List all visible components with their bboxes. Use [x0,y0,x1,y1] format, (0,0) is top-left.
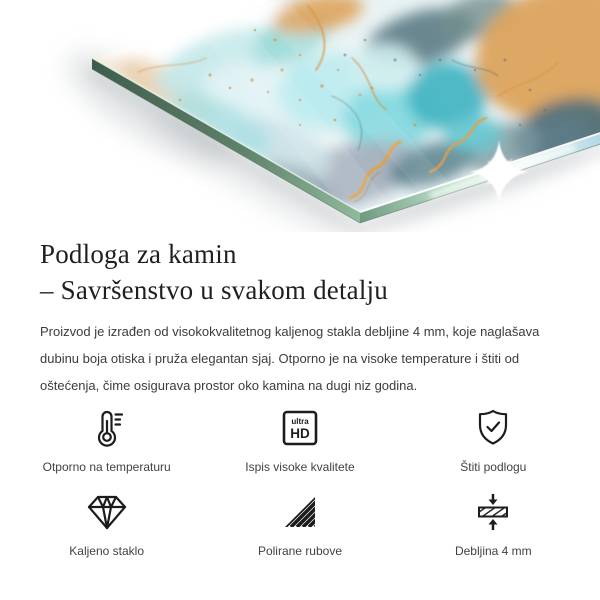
feature-label: Štiti podlogu [460,460,527,474]
feature-polished-edges [203,489,396,559]
feature-label: Kaljeno staklo [69,544,145,558]
polished-edges-icon [278,490,322,534]
feature-label: Otporno na temperaturu [42,460,171,474]
product-info-section [0,236,600,399]
svg-text:HD: HD [290,426,310,441]
product-title-line2: – Savršenstvo u svakom detalju [40,275,388,305]
feature-label: Ispis visoke kvalitete [245,460,355,474]
feature-protects-surface [397,405,590,475]
product-title-line1: Podloga za kamin [40,239,237,269]
ultra-hd-icon [278,406,322,450]
feature-label: Debljina 4 mm [454,544,532,558]
features-grid [0,405,600,559]
thickness-icon [471,490,515,534]
feature-label: Polirane rubove [257,544,343,558]
feature-temperature [10,405,203,475]
feature-tempered-glass [10,489,203,559]
product-hero-image [0,0,600,232]
feature-print-quality [203,405,396,475]
thermometer-icon [85,406,129,450]
product-description: Proizvod je izrađen od visokokvalitetnog kaljenog stakla debljine 4 mm, koje naglašava dubinu boja otiska i pruža elegantan sjaj. Otporno je na visoke temperature i štiti od oštećenja, čime osigurava prostor oko kamina na dugi niz godina. [40,324,540,393]
shield-check-icon [471,406,515,450]
svg-text:ultra: ultra [291,417,309,426]
feature-thickness [397,489,590,559]
product-title [40,236,560,308]
diamond-icon [85,490,129,534]
